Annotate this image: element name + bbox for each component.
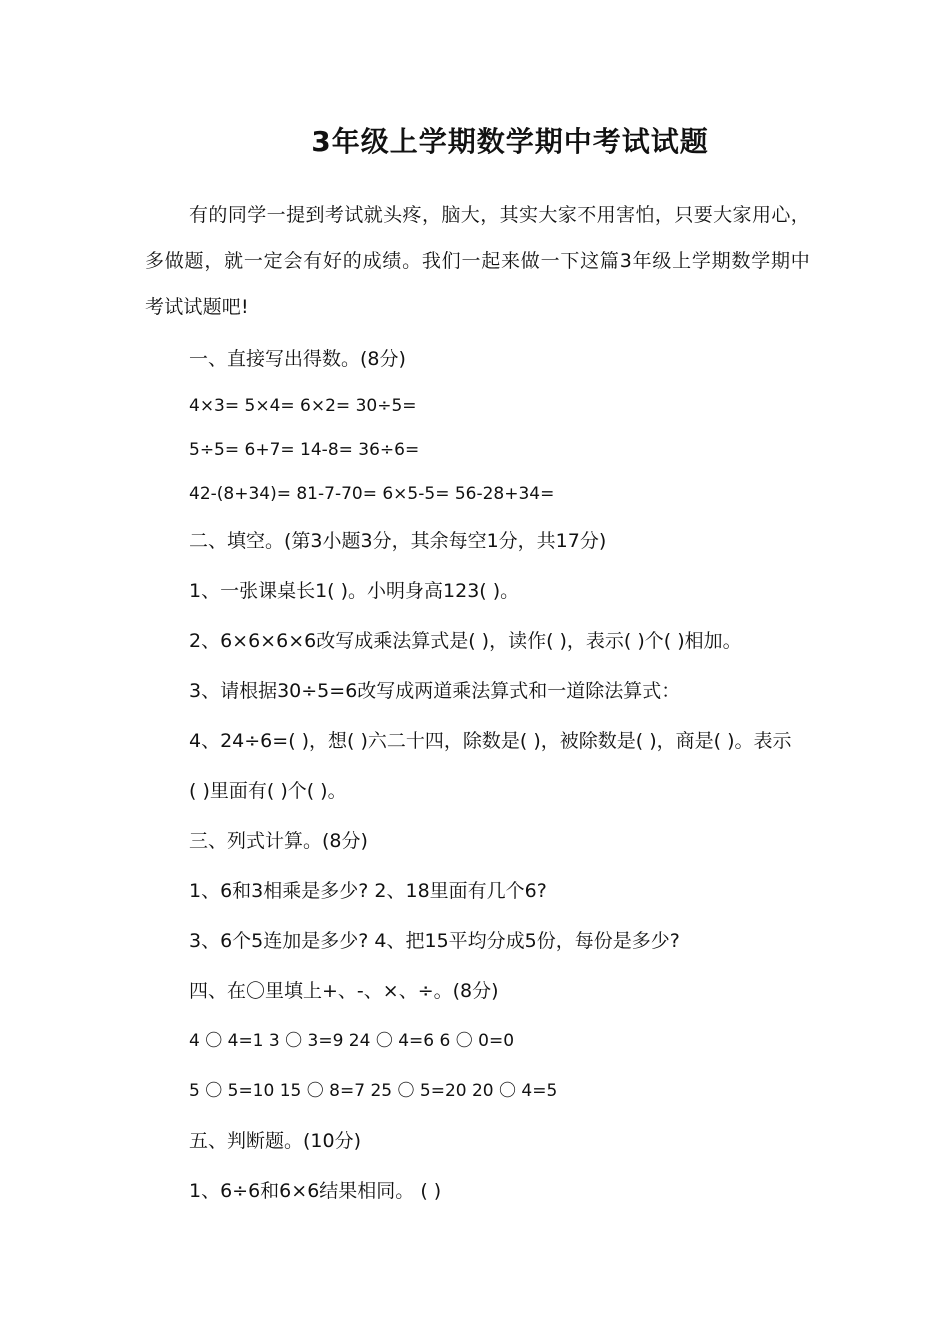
operator-row-2: 5 〇 5=10 15 〇 8=7 25 〇 5=20 20 〇 4=5: [189, 1081, 558, 1101]
fill-question-2: 2、6×6×6×6改写成乘法算式是( )，读作( )，表示( )个( )相加。: [189, 630, 742, 652]
intro-paragraph: 有的同学一提到考试就头疼，脑大，其实大家不用害怕，只要大家用心，多做题，就一定会有好的成绩。我们一起来做一下这篇3年级上学期数学期中考试试题吧!: [145, 204, 810, 318]
section-2-heading: 二、填空。(第3小题3分，其余每空1分，共17分): [189, 530, 607, 552]
operator-row-1: 4 〇 4=1 3 〇 3=9 24 〇 4=6 6 〇 0=0: [189, 1031, 515, 1051]
word-problem-row-1: 1、6和3相乘是多少? 2、18里面有几个6?: [189, 880, 547, 902]
calc-row-2: 5÷5= 6+7= 14-8= 36÷6=: [189, 440, 420, 460]
calc-row-3: 42-(8+34)= 81-7-70= 6×5-5= 56-28+34=: [189, 484, 555, 504]
section-1-heading: 一、直接写出得数。(8分): [189, 348, 406, 370]
section-4-heading: 四、在〇里填上+、-、×、÷。(8分): [189, 980, 499, 1002]
fill-question-3: 3、请根据30÷5=6改写成两道乘法算式和一道除法算式：: [189, 680, 681, 702]
document-title: 3年级上学期数学期中考试试题: [311, 125, 709, 158]
document-body: [145, 192, 810, 1216]
fill-question-4: 4、24÷6=( )，想( )六二十四，除数是( )，被除数是( )，商是( )。表示: [189, 730, 792, 752]
section-5-heading: 五、判断题。(10分): [189, 1130, 362, 1152]
word-problem-row-2: 3、6个5连加是多少? 4、把15平均分成5份，每份是多少?: [189, 930, 680, 952]
judge-question-1: 1、6÷6和6×6结果相同。 ( ): [189, 1180, 442, 1202]
calc-row-1: 4×3= 5×4= 6×2= 30÷5=: [189, 396, 417, 416]
fill-question-4-continued: ( )里面有( )个( )。: [189, 780, 347, 802]
section-3-heading: 三、列式计算。(8分): [189, 830, 368, 852]
fill-question-1: 1、一张课桌长1( )。小明身高123( )。: [189, 580, 520, 602]
